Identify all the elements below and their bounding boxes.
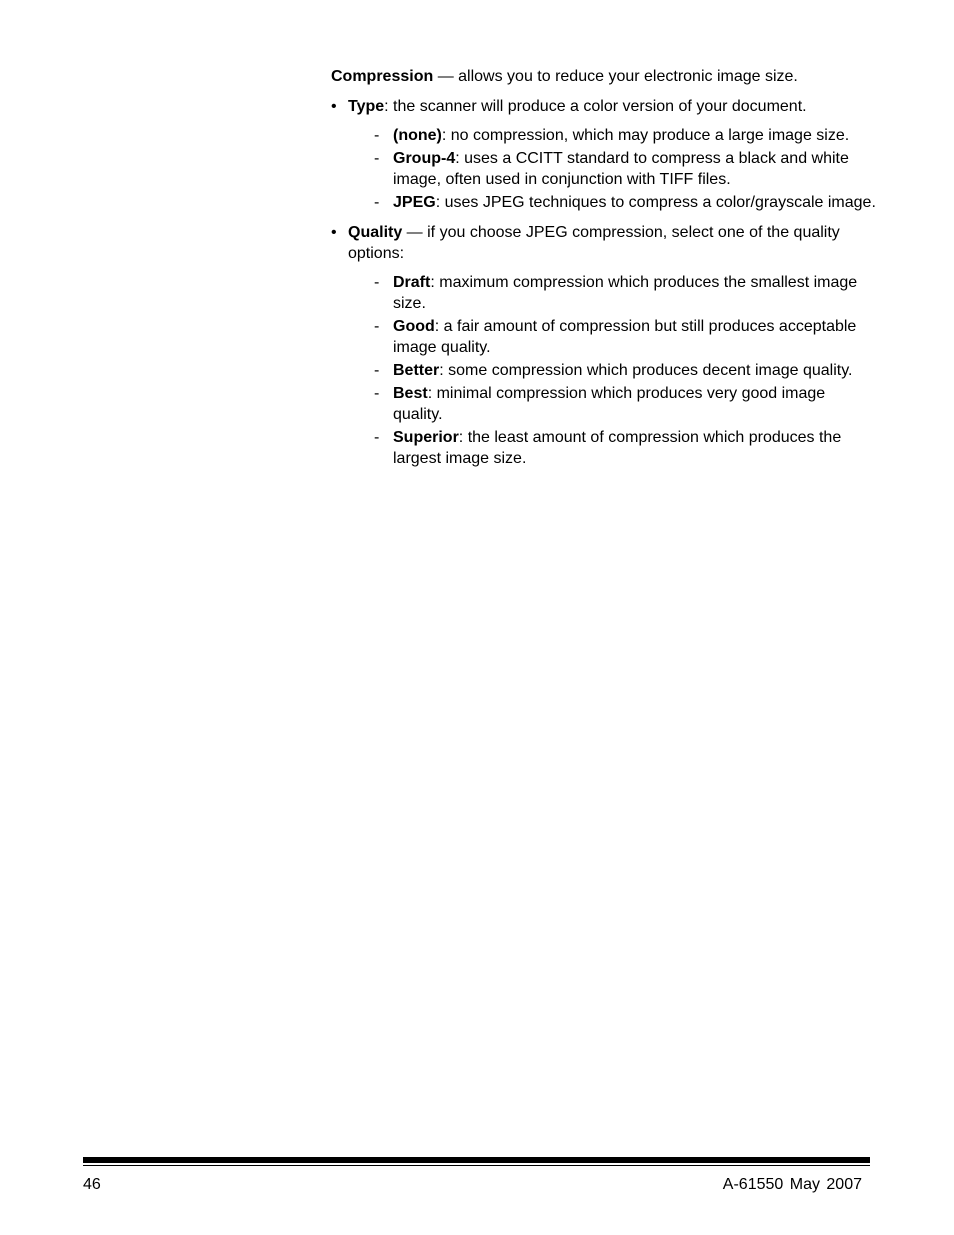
item-text: : no compression, which may produce a large image size. bbox=[441, 127, 850, 144]
list-item bbox=[348, 383, 876, 425]
item-term: Better bbox=[393, 362, 440, 379]
item-text: : maximum compression which produces the smallest image size. bbox=[393, 274, 858, 312]
dash-marker: - bbox=[374, 274, 380, 291]
bullet-text: — if you choose JPEG compression, select one of the quality options: bbox=[348, 224, 840, 262]
list-item bbox=[348, 360, 876, 381]
item-term: JPEG bbox=[393, 194, 436, 211]
item-text: : uses JPEG techniques to compress a color/grayscale image. bbox=[435, 194, 876, 211]
item-text: : the least amount of compression which produces the largest image size. bbox=[393, 429, 842, 467]
bullet-quality bbox=[331, 222, 876, 469]
footer-rule-thick bbox=[83, 1157, 870, 1163]
quality-options-list bbox=[348, 272, 876, 469]
list-item bbox=[348, 125, 876, 146]
item-text: : a fair amount of compression but still produces acceptable image quality. bbox=[393, 318, 857, 356]
dash-marker: - bbox=[374, 127, 380, 144]
footer-rule-thin bbox=[83, 1165, 870, 1166]
bullet-text: : the scanner will produce a color version of your document. bbox=[384, 98, 807, 115]
item-text: : some compression which produces decent image quality. bbox=[439, 362, 853, 379]
dash-marker: - bbox=[374, 429, 380, 446]
dash-marker: - bbox=[374, 318, 380, 335]
dash-marker: - bbox=[374, 362, 380, 379]
item-term: Good bbox=[393, 318, 435, 335]
intro-text: — allows you to reduce your electronic image size. bbox=[433, 68, 798, 85]
intro-term: Compression bbox=[331, 68, 434, 85]
bullet-marker: • bbox=[331, 224, 337, 241]
list-item bbox=[348, 192, 876, 213]
list-item bbox=[348, 272, 876, 314]
compression-intro bbox=[331, 66, 876, 87]
bullet-type bbox=[331, 96, 876, 213]
item-term: (none) bbox=[393, 127, 442, 144]
item-term: Superior bbox=[393, 429, 459, 446]
item-term: Group-4 bbox=[393, 150, 456, 167]
document-id: A-61550 May 2007 bbox=[722, 1176, 862, 1193]
bullet-marker: • bbox=[331, 98, 337, 115]
item-text: : uses a CCITT standard to compress a black and white image, often used in conjunction with TIFF files. bbox=[393, 150, 849, 188]
dash-marker: - bbox=[374, 194, 380, 211]
item-text: : minimal compression which produces very good image quality. bbox=[393, 385, 826, 423]
list-item bbox=[348, 427, 876, 469]
page-number: 46 bbox=[83, 1176, 101, 1193]
type-options-list bbox=[348, 125, 876, 213]
bullet-term: Type bbox=[348, 98, 385, 115]
list-item bbox=[348, 316, 876, 358]
item-term: Draft bbox=[393, 274, 431, 291]
item-term: Best bbox=[393, 385, 428, 402]
bullet-term: Quality bbox=[348, 224, 403, 241]
document-body bbox=[331, 66, 876, 478]
dash-marker: - bbox=[374, 150, 380, 167]
list-item bbox=[348, 148, 876, 190]
dash-marker: - bbox=[374, 385, 380, 402]
